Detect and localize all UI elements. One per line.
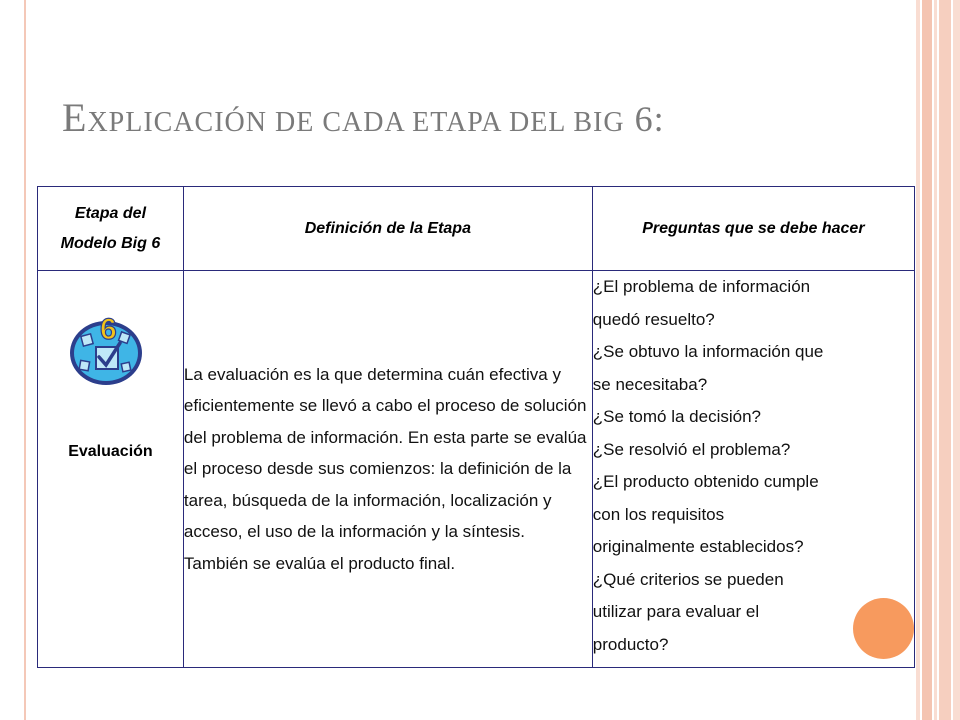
question-line: ¿El problema de información — [592, 277, 811, 296]
question-line: originalmente establecidos? — [592, 537, 804, 556]
stage-label: Evaluación — [68, 443, 153, 460]
header-questions: Preguntas que se debe hacer — [592, 187, 914, 271]
header-definition: Definición de la Etapa — [183, 187, 592, 271]
left-border-line — [24, 0, 26, 720]
stage-cell — [38, 271, 184, 668]
question-line: ¿Se tomó la decisión? — [592, 407, 761, 426]
stage-definition: La evaluación es la que determina cuán efectiva y eficientemente se llevó a cabo el proceso de solución del problema de información. En esta parte se evalúa el proceso desde sus comienzos: la definición de la tarea, búsqueda de la información, localización y acceso, el uso de la información y la síntesis. También se evalúa el producto final. — [183, 271, 592, 668]
question-line: se necesitaba? — [592, 374, 708, 394]
decorative-orange-circle — [853, 598, 914, 659]
big6-number-six-checkbox-icon — [66, 309, 146, 387]
header-stage: Etapa del Modelo Big 6 — [38, 187, 184, 271]
page-title: EXPLICACIÓN DE CADA ETAPA DEL BIG 6: — [62, 95, 665, 140]
question-line: ¿El producto obtenido cumple — [592, 472, 819, 491]
decorative-stripes — [916, 0, 960, 720]
question-line: ¿Qué criterios se pueden — [592, 569, 784, 589]
table-row — [38, 271, 915, 668]
question-line: con los requisitos — [592, 504, 725, 524]
question-line: ¿Se resolvió el problema? — [592, 439, 791, 459]
table-header-row — [38, 187, 915, 271]
question-line: ¿Se obtuvo la información que — [592, 342, 824, 361]
big6-stage-table — [37, 186, 915, 668]
question-line: producto? — [592, 634, 669, 654]
svg-text:6: 6 — [100, 313, 117, 346]
question-line: quedó resuelto? — [592, 309, 715, 329]
question-line: utilizar para evaluar el — [592, 602, 760, 621]
